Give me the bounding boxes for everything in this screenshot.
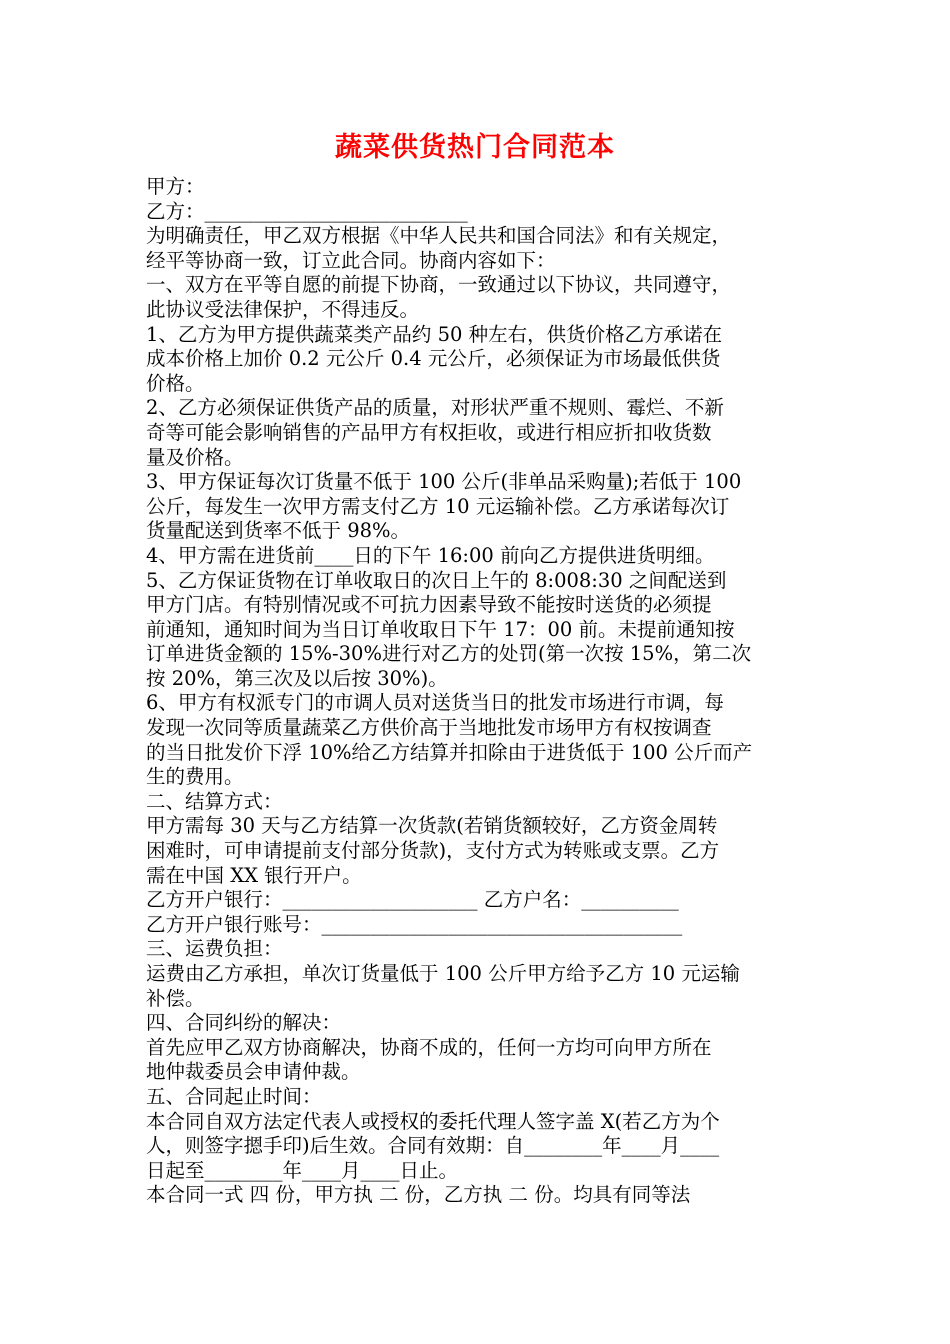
document-title: 蔬菜供货热门合同范本 [335, 132, 615, 163]
text-line: 地仲裁委员会申请仲裁。 [146, 1060, 361, 1084]
text-line: 乙方开户银行：____________________ 乙方户名：__________ [146, 888, 679, 912]
text-line: 量及价格。 [146, 445, 244, 469]
text-line: 五、合同起止时间： [146, 1084, 322, 1108]
text-line: 二、结算方式： [146, 789, 283, 813]
text-line: 四、合同纠纷的解决： [146, 1011, 342, 1035]
text-line: 人，则签字摁手印)后生效。合同有效期：自________年____月____ [146, 1134, 720, 1158]
text-line: 5、乙方保证货物在订单收取日的次日上午的 8:008:30 之间配送到 [146, 568, 727, 592]
text-line: 困难时，可申请提前支付部分货款)，支付方式为转账或支票。乙方 [146, 839, 720, 863]
text-line: 需在中国 XX 银行开户。 [146, 863, 362, 887]
text-line: 价格。 [146, 371, 205, 395]
text-line: 按 20%，第三次及以后按 30%)。 [146, 666, 448, 690]
text-line: 货量配送到货率不低于 98%。 [146, 519, 411, 543]
text-line: 乙方开户银行账号：_____________________________________ [146, 912, 683, 936]
text-line: 乙方：___________________________ [146, 199, 468, 223]
text-line: 本合同一式 四 份，甲方执 二 份，乙方执 二 份。均具有同等法 [146, 1183, 691, 1207]
contract-body [146, 175, 812, 1208]
text-line: 1、乙方为甲方提供蔬菜类产品约 50 种左右，供货价格乙方承诺在 [146, 322, 723, 346]
text-line: 三、运费负担： [146, 937, 283, 961]
text-line: 4、甲方需在进货前____日的下午 16:00 前向乙方提供进货明细。 [146, 543, 715, 567]
text-line: 此协议受法律保护，不得违反。 [146, 297, 420, 321]
text-line: 3、甲方保证每次订货量不低于 100 公斤(非单品采购量);若低于 100 [146, 470, 742, 494]
text-line: 经平等协商一致，订立此合同。协商内容如下： [146, 248, 556, 272]
text-line: 甲方门店。有特别情况或不可抗力因素导致不能按时送货的必须提 [146, 593, 712, 617]
text-line: 奇等可能会影响销售的产品甲方有权拒收，或进行相应折扣收货数 [146, 420, 712, 444]
text-line: 甲方： [146, 175, 205, 198]
text-line: 的当日批发价下浮 10%给乙方结算并扣除由于进货低于 100 公斤而产 [146, 740, 753, 764]
text-line: 公斤，每发生一次甲方需支付乙方 10 元运输补偿。乙方承诺每次订 [146, 494, 730, 518]
text-line: 前通知，通知时间为当日订单收取日下午 17：00 前。未提前通知按 [146, 617, 735, 641]
text-line: 日起至________年____月____日止。 [146, 1158, 459, 1182]
text-line: 发现一次同等质量蔬菜乙方供价高于当地批发市场甲方有权按调查 [146, 716, 712, 740]
text-line: 订单进货金额的 15%-30%进行对乙方的处罚(第一次按 15%，第二次 [146, 642, 752, 666]
text-line: 运费由乙方承担，单次订货量低于 100 公斤甲方给予乙方 10 元运输 [146, 962, 740, 985]
text-line: 甲方需每 30 天与乙方结算一次货款(若销货额较好，乙方资金周转 [146, 814, 718, 838]
text-line: 首先应甲乙双方协商解决，协商不成的，任何一方均可向甲方所在 [146, 1035, 712, 1059]
text-line: 6、甲方有权派专门的市调人员对送货当日的批发市场进行市调，每 [146, 691, 724, 715]
text-line: 一、双方在平等自愿的前提下协商，一致通过以下协议，共同遵守， [146, 273, 732, 297]
text-line: 2、乙方必须保证供货产品的质量，对形状严重不规则、霉烂、不新 [146, 396, 724, 420]
text-line: 本合同自双方法定代表人或授权的委托代理人签字盖 X(若乙方为个 [146, 1109, 720, 1133]
text-line: 补偿。 [146, 986, 205, 1010]
text-line: 成本价格上加价 0.2 元公斤 0.4 元公斤，必须保证为市场最低供货 [146, 347, 721, 371]
text-line: 为明确责任，甲乙双方根据《中华人民共和国合同法》和有关规定， [146, 224, 732, 248]
text-line: 生的费用。 [146, 765, 244, 789]
